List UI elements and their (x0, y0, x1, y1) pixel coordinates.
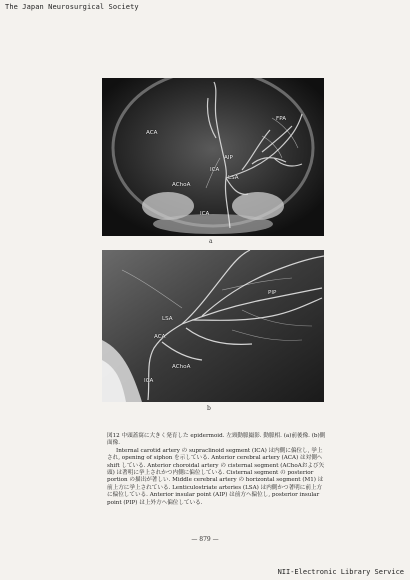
angiogram-ap-graphic (102, 78, 324, 236)
figure-a-label-aca: ACA (146, 130, 158, 136)
figure-b-label-lsa: LSA (162, 316, 173, 322)
caption-body: Internal carotid artery の supraclinoid segment (ICA) は内側に偏位し, 挙上され, opening of siphon を示している. Anterior cerebral artery (ACA) は対側へ shift している. Anterior choroidal artery の cisternal segment (AChoAおよび矢頭) は著明に挙上されかつ内側に偏位している. Cisternal segment の posterior portion の描出が著しい. Middle cerebral artery の horizontal segment (M1) は前上方に挙上されている. Lenticulostriate arteries (LSA) は内側かつ著明に前上方に偏位している. Anterior insular point (AIP) は前方へ偏位し, posterior insular point (PIP) は上外方へ偏位している. (107, 447, 325, 506)
figure-caption (107, 433, 327, 507)
figure-a-label-achoa: AChoA (172, 182, 191, 188)
journal-header: The Japan Neurosurgical Society (5, 3, 139, 11)
angiogram-lateral-graphic (102, 250, 324, 402)
caption-title: 図12 中頭蓋窩に大きく発育した epidermoid. 左頸動脈撮影. 動脈相. (a)前後像. (b)側面像. (107, 433, 326, 447)
figure-a-label-aip: AIP (224, 155, 233, 161)
figure-b-label-pip: PIP (268, 290, 277, 296)
figure-b-sublabel: b (207, 405, 211, 412)
figure-a-sublabel: a (209, 238, 213, 245)
figure-b-label-achoa: AChoA (172, 364, 191, 370)
figure-a-label-ica-lower: ICA (200, 211, 210, 217)
figure-a-label-fpa: FPA (276, 116, 287, 122)
library-footer: NII-Electronic Library Service (277, 568, 404, 576)
angiogram-lateral-image (102, 250, 324, 402)
figure-b-label-aca: ACA (154, 334, 166, 340)
figure-a-label-ica-upper: ICA (210, 167, 220, 173)
angiogram-ap-image (102, 78, 324, 236)
page-number: — 879 — (191, 536, 219, 543)
figure-b-label-ica: ICA (144, 378, 154, 384)
figure-a-label-lsa: LSA (228, 175, 239, 181)
